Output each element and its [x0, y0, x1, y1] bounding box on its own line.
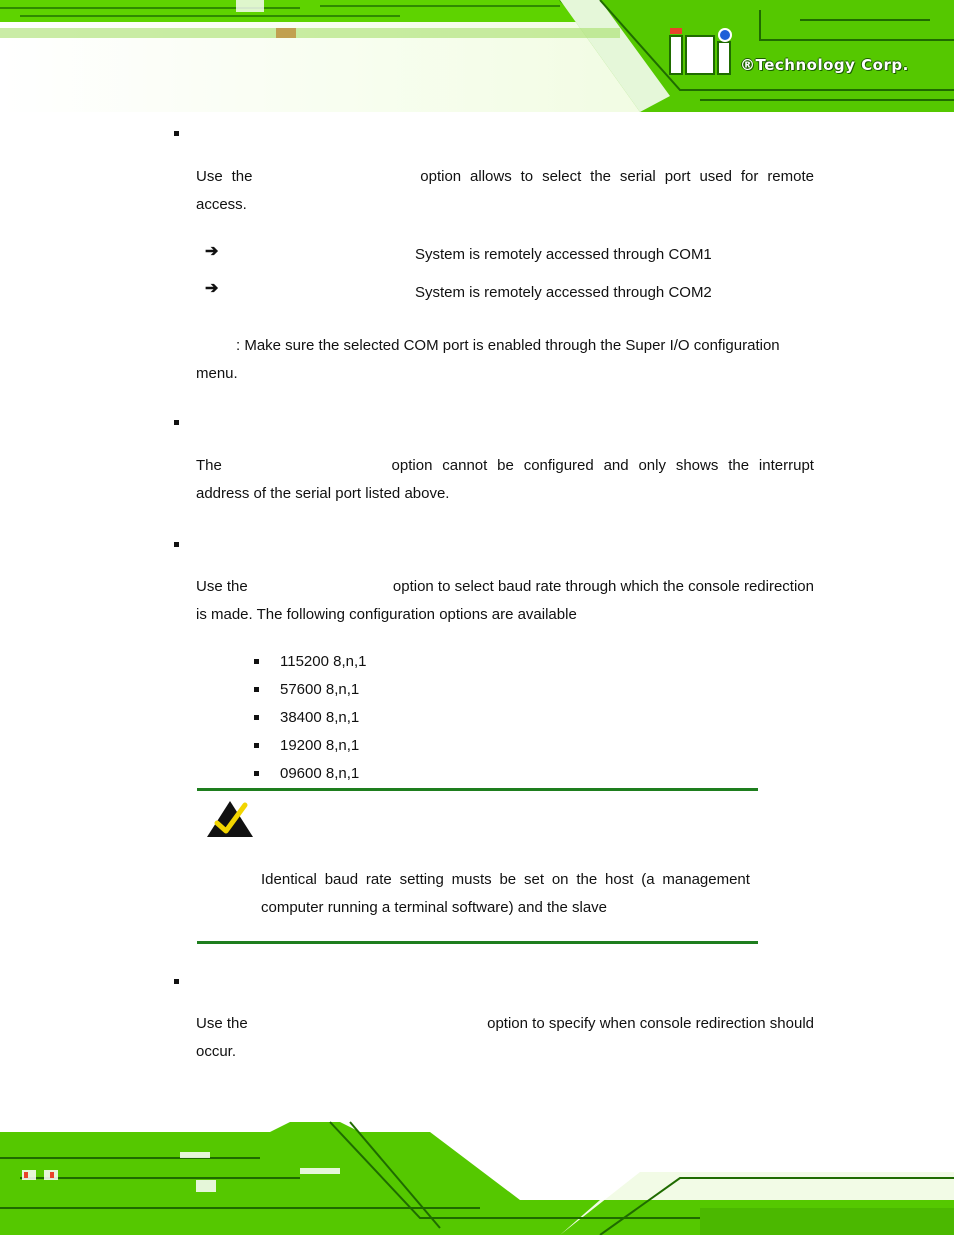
irq-description: The option cannot be configured and only shows the interrupt address of the serial port listed above. — [196, 452, 814, 508]
section-bullet — [174, 979, 179, 984]
option-description: System is remotely accessed through COM1 — [415, 246, 712, 263]
checkmark-note-icon — [205, 799, 255, 844]
circuit-board-footer — [0, 1118, 954, 1235]
list-bullet — [254, 715, 259, 720]
arrow-right-icon: ➔ — [205, 280, 219, 297]
list-bullet — [254, 771, 259, 776]
page-header — [0, 0, 954, 112]
baud-description: Use the option to select baud rate through which the console redirection is made. The following configuration options are available — [196, 578, 814, 623]
baud-option: 19200 8,n,1 — [280, 737, 360, 754]
option-description: System is remotely accessed through COM2 — [415, 284, 712, 301]
page-footer — [0, 1118, 954, 1235]
iei-logo-icon — [668, 28, 738, 83]
baud-option: 38400 8,n,1 — [280, 709, 360, 726]
text-line: The option cannot be configured and only shows the interrupt — [196, 457, 814, 474]
list-bullet — [254, 743, 259, 748]
company-logo-text: ®Technology Corp. — [740, 56, 909, 74]
baud-option: 57600 8,n,1 — [280, 681, 360, 698]
list-bullet — [254, 659, 259, 664]
note-bottom-rule — [197, 941, 758, 944]
note-top-rule — [197, 788, 758, 791]
arrow-right-icon: ➔ — [205, 243, 219, 260]
section-bullet — [174, 420, 179, 425]
text-line: Identical baud rate setting musts be set on the host (a management — [261, 871, 750, 888]
text-line: Use the option allows to select the serial port used for remote — [196, 168, 814, 185]
note-body: Identical baud rate setting musts be set on the host (a management computer running a terminal software) and the slave — [261, 866, 750, 922]
serial-port-note: : Make sure the selected COM port is enabled through the Super I/O configuration menu. — [196, 337, 780, 382]
list-bullet — [254, 687, 259, 692]
baud-option: 09600 8,n,1 — [280, 765, 360, 782]
redirection-description: Use the option to specify when console redirection should occur. — [196, 1015, 814, 1060]
baud-option: 115200 8,n,1 — [280, 653, 367, 670]
serial-port-description: Use the option allows to select the serial port used for remote access. — [196, 163, 814, 219]
section-bullet — [174, 542, 179, 547]
section-bullet — [174, 131, 179, 136]
